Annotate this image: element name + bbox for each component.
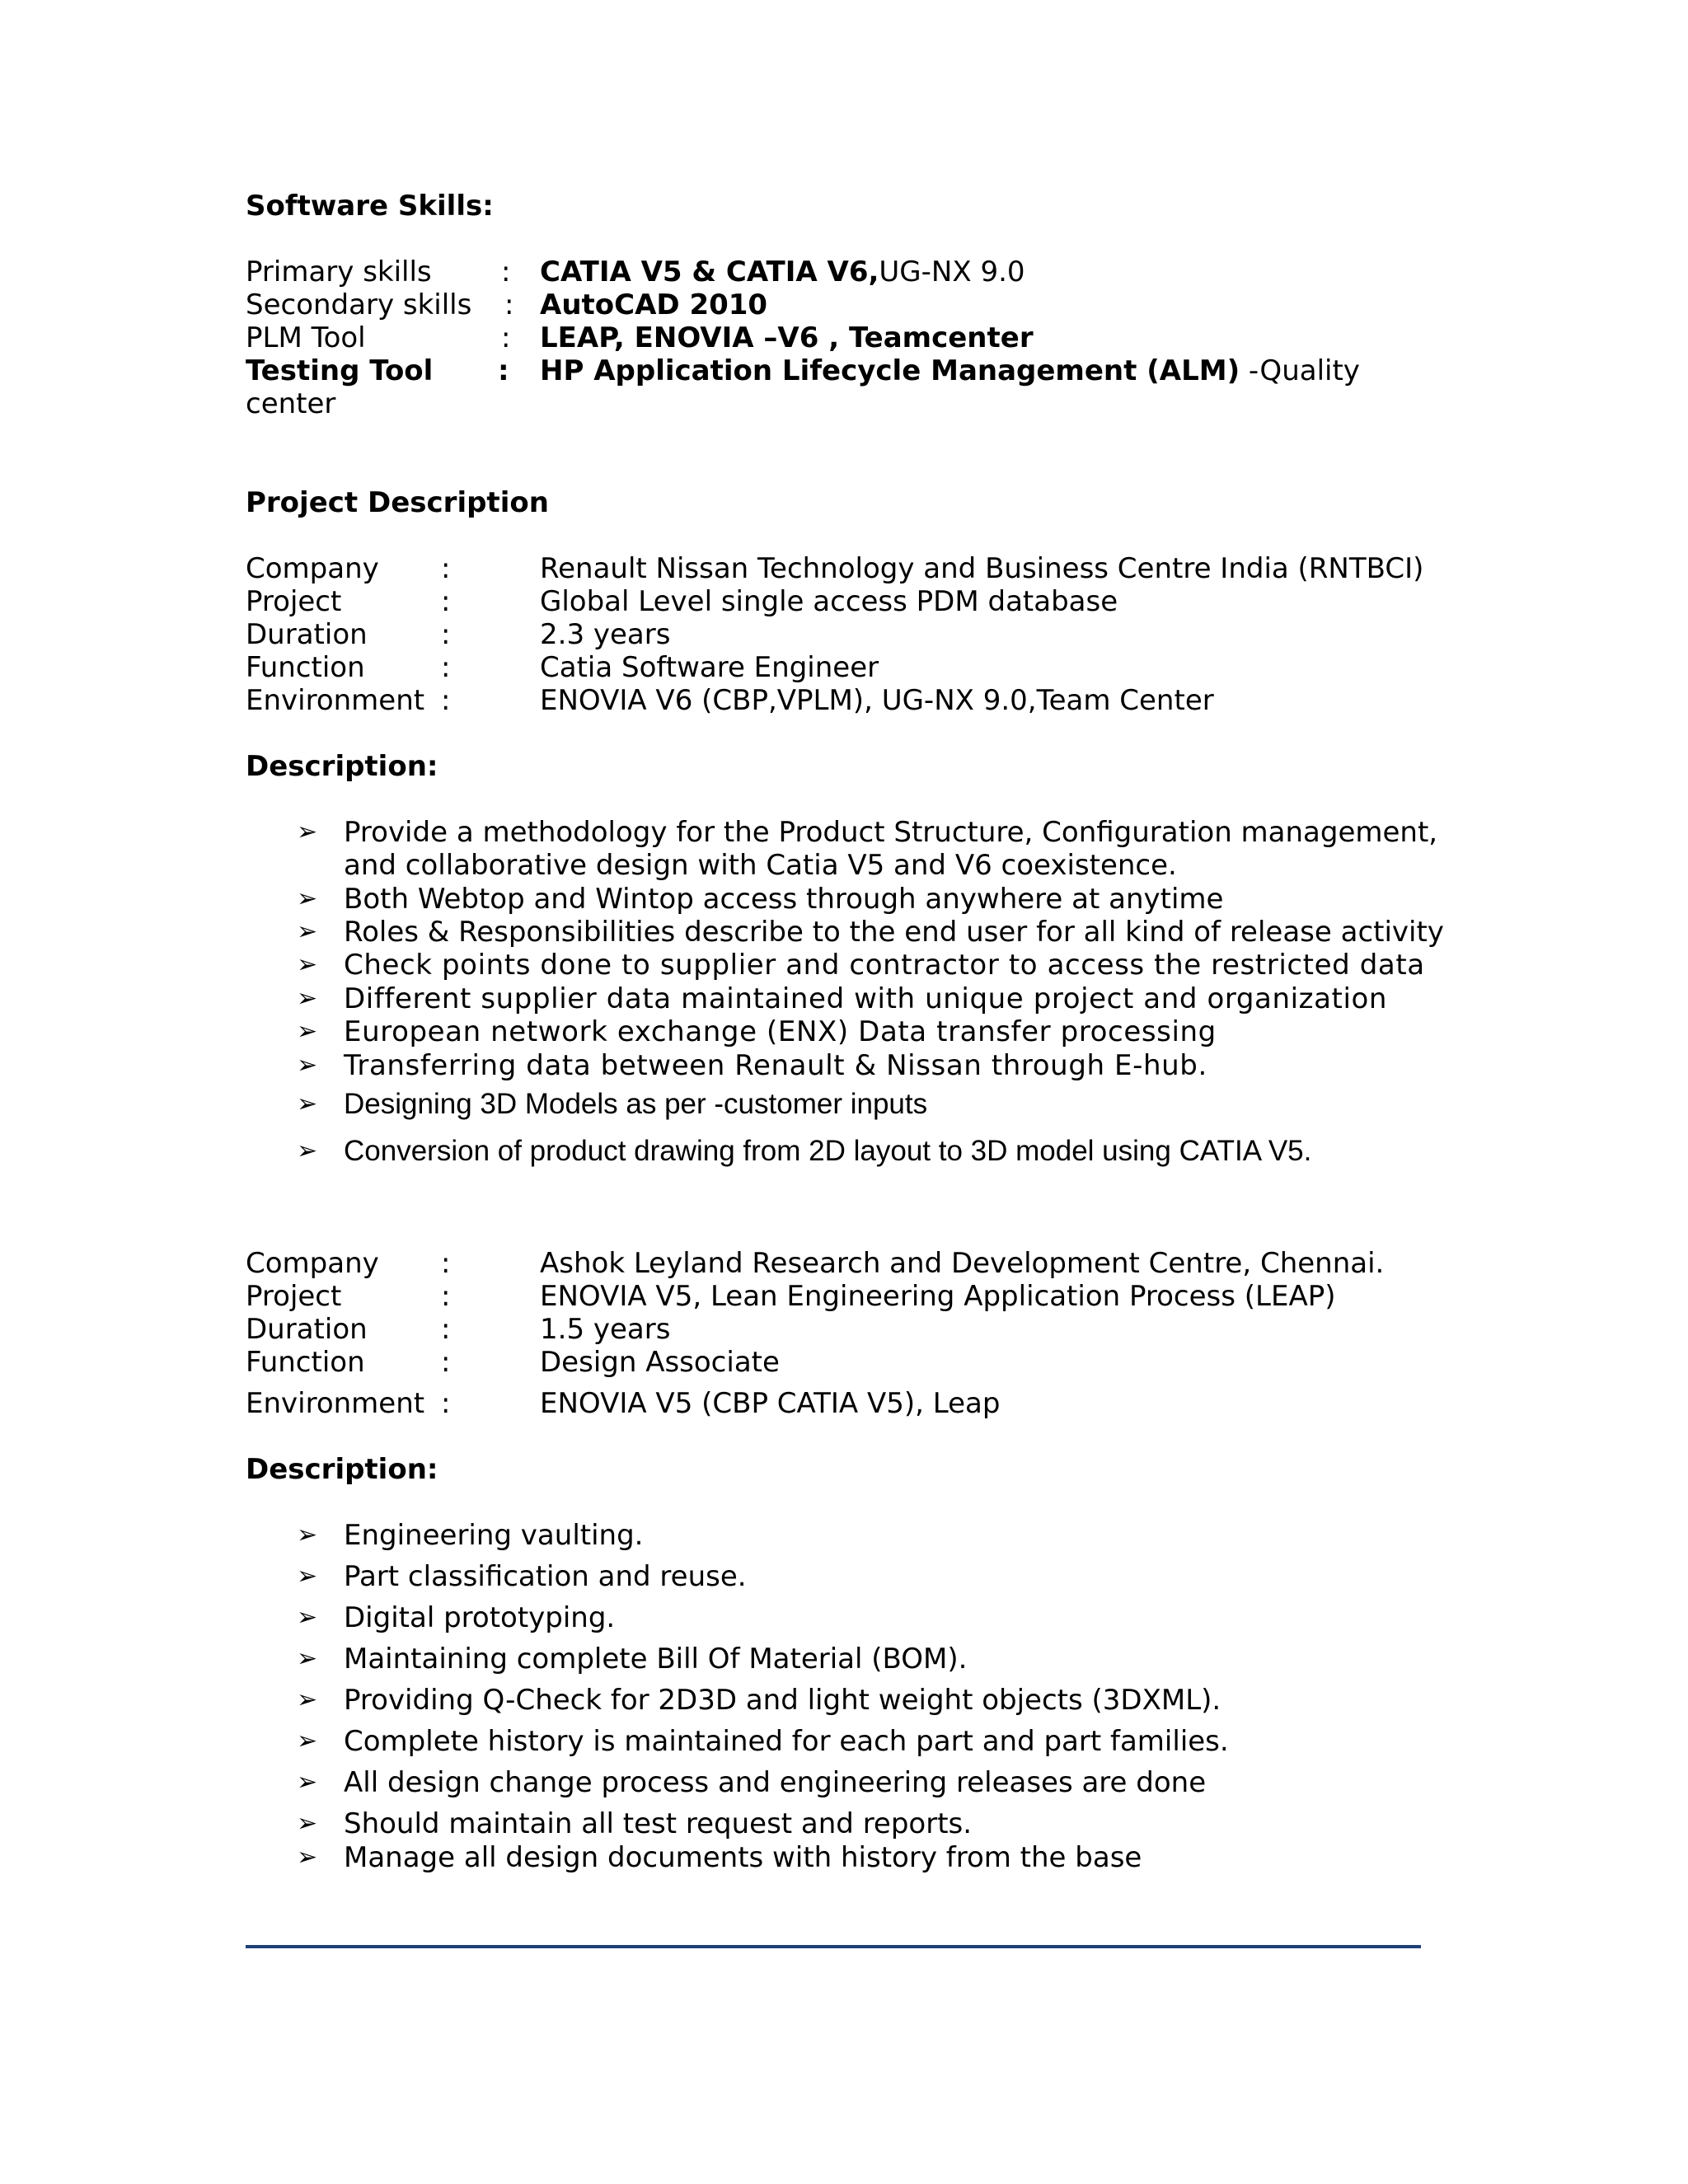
project1-project-row [0,585,1688,618]
detail-value: Global Level single access PDM database [540,585,1118,618]
skill-value [540,321,1034,354]
arrowhead-bullet-icon: ➢ [297,1521,318,1549]
project2-description-heading: Description: [246,1453,438,1486]
arrowhead-bullet-icon: ➢ [297,1809,318,1838]
detail-colon: : [441,1346,451,1379]
detail-colon: : [441,1280,451,1313]
bullet-text: and collaborative design with Catia V5 and V6 coexistence. [344,849,1177,882]
arrowhead-bullet-icon: ➢ [297,950,318,979]
skill-label: Secondary skills [246,288,472,321]
project2-company-row [0,1247,1688,1280]
detail-label: Environment [246,1387,425,1420]
list-item [0,816,1688,849]
list-item [0,1766,1688,1799]
skill-label: PLM Tool [246,321,366,354]
bullet-text: Should maintain all test request and reports. [344,1807,973,1840]
detail-value: ENOVIA V5, Lean Engineering Application Process (LEAP) [540,1280,1336,1313]
detail-colon: : [441,552,451,585]
arrowhead-bullet-icon: ➢ [297,1768,318,1797]
bullet-text: Different supplier data maintained with unique project and organization [344,982,1388,1015]
detail-label: Project [246,585,342,618]
detail-value: Ashok Leyland Research and Development Centre, Chennai. [540,1247,1385,1280]
skill-label: Testing Tool [246,354,434,387]
list-item [0,1015,1688,1048]
skill-value-bold: HP Application Lifecycle Management (ALM) [540,354,1240,387]
skill-row-primary [0,255,1688,288]
list-item [0,883,1688,916]
bullet-text: Both Webtop and Wintop access through anywhere at anytime [344,883,1224,916]
project2-project-row [0,1280,1688,1313]
skill-colon: : [504,288,514,321]
bullet-text: Complete history is maintained for each part and part families. [344,1725,1229,1758]
detail-colon: : [441,1247,451,1280]
bullet-text: European network exchange (ENX) Data transfer processing [344,1015,1217,1048]
list-item [0,1643,1688,1675]
detail-label: Duration [246,1313,368,1346]
arrowhead-bullet-icon: ➢ [297,1727,318,1755]
bullet-text: Part classification and reuse. [344,1560,747,1593]
skill-row-secondary [0,288,1688,321]
arrowhead-bullet-icon: ➢ [297,984,318,1013]
arrowhead-bullet-icon: ➢ [297,917,318,946]
detail-colon: : [441,618,451,651]
skill-colon: : [501,321,511,354]
list-item [0,916,1688,949]
bullet-text: Manage all design documents with history from the base [344,1841,1142,1874]
list-item [0,949,1688,982]
arrowhead-bullet-icon: ➢ [297,884,318,913]
bullet-text: Digital prototyping. [344,1601,616,1634]
bullet-text: Designing 3D Models as per -customer inputs [344,1088,928,1120]
detail-value: ENOVIA V6 (CBP,VPLM), UG-NX 9.0,Team Center [540,684,1214,717]
bullet-text: Maintaining complete Bill Of Material (BOM). [344,1643,968,1675]
bullet-text: Provide a methodology for the Product Structure, Configuration management, [344,816,1438,849]
detail-colon: : [441,1387,451,1420]
list-item [0,1841,1688,1874]
software-skills-heading: Software Skills: [246,190,494,223]
skill-row-testing [0,354,1688,387]
detail-label: Company [246,1247,379,1280]
arrowhead-bullet-icon: ➢ [297,1685,318,1714]
list-item [0,1684,1688,1717]
project1-environment-row [0,684,1688,717]
list-item [0,1560,1688,1593]
list-item [0,1088,1688,1121]
detail-value: Design Associate [540,1346,780,1379]
skill-value-plain: -Quality [1240,354,1360,387]
project1-company-row [0,552,1688,585]
project1-description-heading: Description: [246,750,438,783]
bullet-text: Engineering vaulting. [344,1519,644,1552]
list-item-continuation [0,849,1688,882]
detail-label: Function [246,1346,365,1379]
bullet-text: Transferring data between Renault & Nissan through E-hub. [344,1049,1207,1082]
detail-label: Company [246,552,379,585]
skill-value-plain: UG-NX 9.0 [879,255,1025,288]
detail-label: Function [246,651,365,684]
arrowhead-bullet-icon: ➢ [297,1017,318,1046]
bullet-text: All design change process and engineering releases are done [344,1766,1207,1799]
detail-label: Project [246,1280,342,1313]
skill-wrap-text: center [246,387,336,420]
list-item [0,982,1688,1015]
project1-duration-row [0,618,1688,651]
detail-value: 2.3 years [540,618,671,651]
arrowhead-bullet-icon: ➢ [297,1051,318,1080]
skill-value-bold: LEAP, ENOVIA –V6 , Teamcenter [540,321,1034,354]
skill-label: Primary skills [246,255,432,288]
arrowhead-bullet-icon: ➢ [297,1137,318,1165]
detail-label: Duration [246,618,368,651]
arrowhead-bullet-icon: ➢ [297,1843,318,1872]
detail-colon: : [441,684,451,717]
bullet-text: Providing Q-Check for 2D3D and light weight objects (3DXML). [344,1684,1221,1717]
skill-colon: : [498,354,509,387]
arrowhead-bullet-icon: ➢ [297,1562,318,1591]
detail-value: Catia Software Engineer [540,651,879,684]
bullet-text: Roles & Responsibilities describe to the end user for all kind of release activity [344,916,1444,949]
list-item [0,1135,1688,1168]
skill-value-bold: CATIA V5 & CATIA V6, [540,255,879,288]
bullet-text: Conversion of product drawing from 2D layout to 3D model using CATIA V5. [344,1135,1312,1167]
arrowhead-bullet-icon: ➢ [297,1644,318,1673]
project2-environment-row [0,1387,1688,1420]
detail-label: Environment [246,684,425,717]
arrowhead-bullet-icon: ➢ [297,1603,318,1632]
detail-colon: : [441,1313,451,1346]
list-item [0,1601,1688,1634]
arrowhead-bullet-icon: ➢ [297,818,318,846]
skill-value [540,288,767,321]
arrowhead-bullet-icon: ➢ [297,1090,318,1118]
project1-function-row [0,651,1688,684]
skill-value [540,255,1025,288]
detail-colon: : [441,585,451,618]
list-item [0,1049,1688,1082]
project2-duration-row [0,1313,1688,1346]
project2-function-row [0,1346,1688,1379]
detail-colon: : [441,651,451,684]
project-description-heading: Project Description [246,486,549,519]
detail-value: ENOVIA V5 (CBP CATIA V5), Leap [540,1387,1001,1420]
footer-divider [246,1945,1421,1948]
list-item [0,1807,1688,1840]
list-item [0,1725,1688,1758]
bullet-text: Check points done to supplier and contractor to access the restricted data [344,949,1425,982]
detail-value: Renault Nissan Technology and Business Centre India (RNTBCI) [540,552,1424,585]
skill-value [540,354,1360,387]
list-item [0,1519,1688,1552]
skill-colon: : [501,255,511,288]
skill-value-bold: AutoCAD 2010 [540,288,768,321]
skill-row-plm [0,321,1688,354]
detail-value: 1.5 years [540,1313,671,1346]
